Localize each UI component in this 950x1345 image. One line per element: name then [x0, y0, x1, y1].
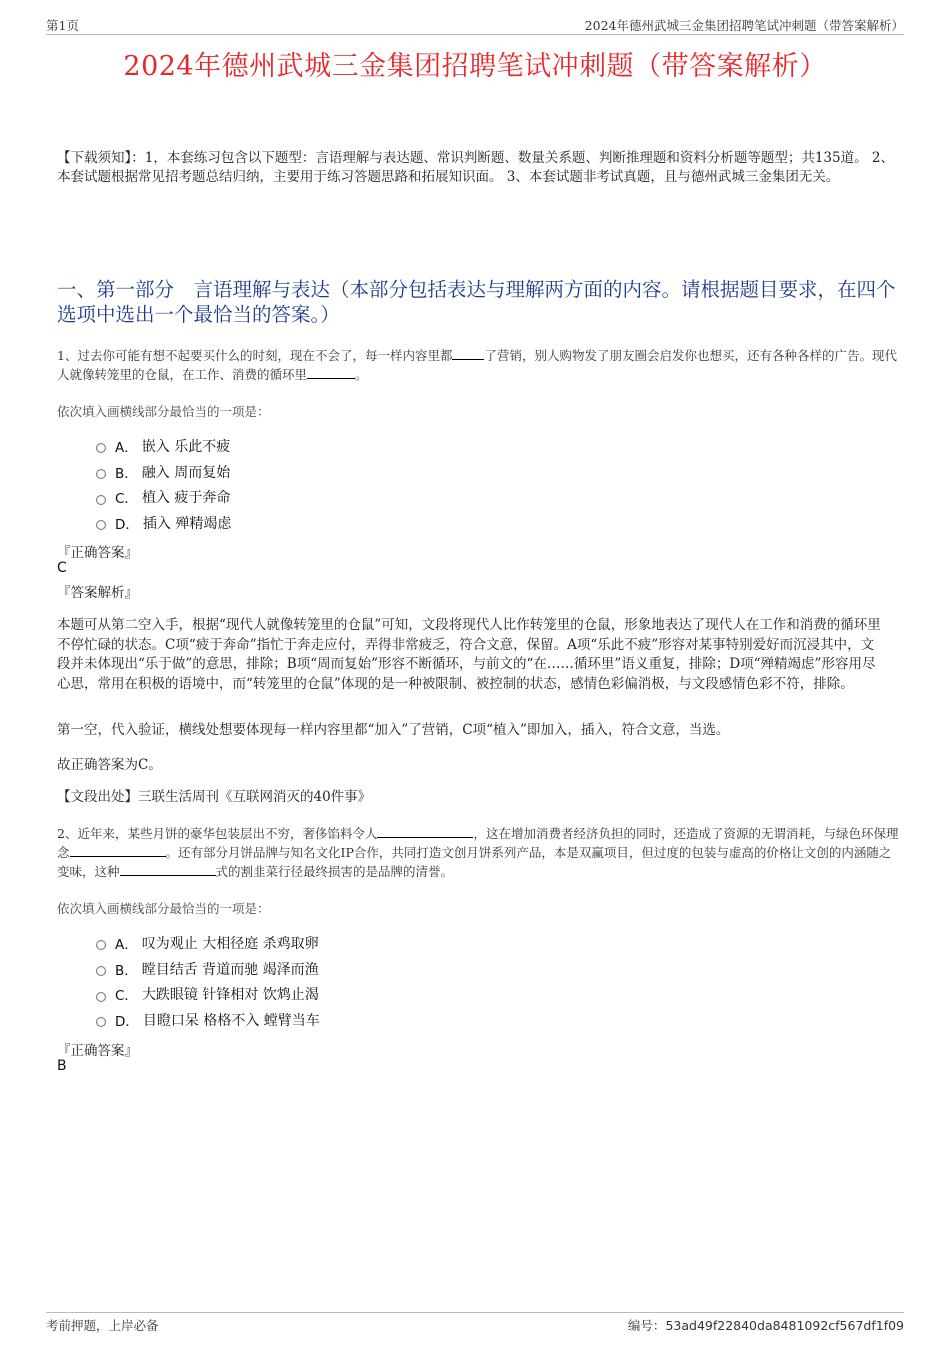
option-c[interactable]: C． 大跌眼镜 针锋相对 饮鸩止渴: [96, 981, 320, 1007]
blank-line: [70, 843, 166, 857]
analysis-paragraph: 第一空，代入验证，横线处想要体现每一样内容里都“加入”了营销，C项“植入”即加入，插入，符合文意，当选。: [57, 722, 730, 738]
blank-line: [307, 365, 355, 379]
option-b[interactable]: B． 瞠目结舌 背道而驰 竭泽而渔: [96, 956, 320, 982]
blank-line: [377, 824, 473, 838]
answer-label: 『正确答案』: [57, 1043, 138, 1059]
option-a[interactable]: A． 叹为观止 大相径庭 杀鸡取卵: [96, 930, 320, 956]
option-d[interactable]: D． 插入 殚精竭虑: [96, 510, 231, 536]
source-citation: 【文段出处】三联生活周刊《互联网消灭的40件事》: [57, 789, 372, 805]
option-d[interactable]: D． 目瞪口呆 格格不入 螳臂当车: [96, 1007, 320, 1033]
answer-value: C: [57, 560, 67, 576]
radio-icon[interactable]: [96, 1017, 106, 1027]
analysis-conclusion: 故正确答案为C。: [57, 757, 162, 773]
radio-icon[interactable]: [96, 469, 106, 479]
radio-icon[interactable]: [96, 940, 106, 950]
question-1-prompt: 依次填入画横线部分最恰当的一项是：: [57, 404, 270, 419]
answer-label: 『正确答案』: [57, 545, 138, 561]
document-title: 2024年德州武城三金集团招聘笔试冲刺题（带答案解析）: [123, 51, 827, 82]
question-1-text: 1、过去你可能有想不起要买什么的时刻，现在不会了，每一样内容里都 了营销，别人购物发了朋友圈会启发你也想买，还有各种各样的广告。现代人就像转笼里的仓鼠，在工作、消费的循环里 。: [57, 348, 897, 382]
blank-line: [452, 346, 484, 360]
radio-icon[interactable]: [96, 520, 106, 530]
question-2-prompt: 依次填入画横线部分最恰当的一项是：: [57, 901, 270, 916]
option-b[interactable]: B． 融入 周而复始: [96, 459, 231, 485]
page-number: 第1页: [46, 18, 79, 33]
footer-slogan: 考前押题，上岸必备: [46, 1318, 159, 1333]
header-doc-title: 2024年德州武城三金集团招聘笔试冲刺题（带答案解析）: [584, 18, 904, 33]
option-c[interactable]: C． 植入 疲于奔命: [96, 484, 231, 510]
question-2-options: [96, 930, 320, 1033]
blank-line: [120, 862, 216, 876]
radio-icon[interactable]: [96, 495, 106, 505]
radio-icon[interactable]: [96, 966, 106, 976]
radio-icon[interactable]: [96, 992, 106, 1002]
footer-code: 编号：53ad49f22840da8481092cf567df1f09: [627, 1318, 904, 1333]
analysis-label: 『答案解析』: [57, 585, 138, 601]
question-1-options: [96, 433, 231, 536]
answer-value: B: [57, 1058, 67, 1074]
page-header: [46, 16, 904, 35]
section-title: 一、第一部分 言语理解与表达（本部分包括表达与理解两方面的内容。请根据题目要求，在四个选项中选出一个最恰当的答案。）: [57, 278, 896, 326]
analysis-paragraph: 本题可从第二空入手，根据“现代人就像转笼里的仓鼠”可知，文段将现代人比作转笼里的仓鼠，形象地表达了现代人在工作和消费的循环里不停忙碌的状态。C项“疲于奔命”指忙于奔走应付，弄得非常疲乏，符合文意，保留。A项“乐此不疲”形容对某事特别爱好而沉浸其中，文段并未体现出“乐于做”的意思，排除；B项“周而复始”形容不断循环，与前文的“在……循环里”语义重复，排除；D项“殚精竭虑”形容用尽心思，常用在积极的语境中，而“转笼里的仓鼠”体现的是一种被限制、被控制的状态，感情色彩偏消极，与文段感情色彩不符，排除。: [57, 617, 881, 692]
page-footer: [46, 1312, 904, 1333]
option-a[interactable]: A． 嵌入 乐此不疲: [96, 433, 231, 459]
question-2-text: 2、近年来，某些月饼的豪华包装层出不穷，奢侈馅料令人 ，这在增加消费者经济负担的同时，还造成了资源的无谓消耗，与绿色环保理念 。还有部分月饼品牌与知名文化IP合作，共同打造文创月饼系列产品，本是双赢项目，但过度的包装与虚高的价格让文创的内涵随之变味，这种 式的割韭菜行径最终损害的是品牌的清誉。: [57, 826, 899, 879]
download-notice: 【下载须知】：1，本套练习包含以下题型：言语理解与表达题、常识判断题、数量关系题、判断推理题和资料分析题等题型；共135道。 2、本套试题根据常见招考题总结归纳，主要用于练习答题思路和拓展知识面。 3、本套试题非考试真题，且与德州武城三金集团无关。: [57, 150, 894, 185]
radio-icon[interactable]: [96, 443, 106, 453]
